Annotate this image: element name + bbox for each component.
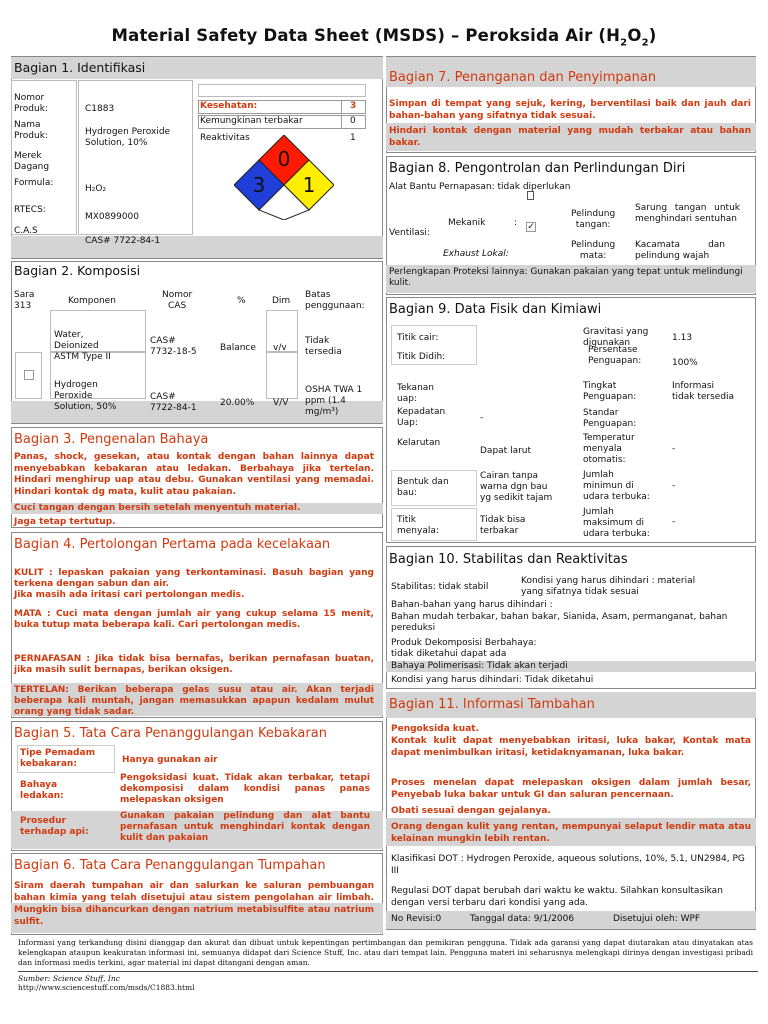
pelindung-mata-label: Pelindung mata: bbox=[571, 240, 616, 261]
section-4-header: Bagian 4. Pertolongan Pertama pada kecelakaan bbox=[14, 537, 331, 552]
produk-value: tidak diketahui dapat ada bbox=[391, 649, 507, 659]
titik-nyala-value: Tidak bisa terbakar bbox=[480, 515, 526, 536]
nomor-value: C1883 bbox=[85, 104, 115, 114]
disclaimer-text: Informasi yang terkandung disini dianggap dan akurat dan dibuat untuk kepentingan pertimbangan dan pemikiran pengguna. Tidak ada garansi yang dapat diutarakan atau dinyatakan atas kelengkapan ataupun keakuratan informasi ini, semuanya didapat dari Science Stuff, Inc. atau dari tempat lain. Pengguna materi ini seharusnya melengkapi dirinya dengan investigasi pribadi dan informasi medis terkini, agar material ini dapat ditangani dengan aman. bbox=[18, 938, 753, 967]
dot-regulasi: Regulasi DOT dapat berubah dari waktu ke waktu. Silahkan konsultasikan dengan versi terbaru dari kondisi yang ada. bbox=[391, 886, 723, 908]
jumlah-max-value: - bbox=[672, 517, 676, 527]
section-2-header: Bagian 2. Komposisi bbox=[14, 263, 141, 278]
mekanik-colon: : bbox=[514, 218, 518, 228]
tanggal-data: Tanggal data: 9/1/2006 bbox=[470, 914, 575, 924]
section-3-text-2: Cuci tangan dengan bersih setelah menyentuh material. bbox=[14, 503, 301, 513]
prosedur-value: Gunakan pakaian pelindung dan alat bantu pernafasan untuk menghindari kontak dengan kulit dan pakaian bbox=[120, 811, 370, 843]
section-8-header: Bagian 8. Pengontrolan dan Perlindungan Diri bbox=[389, 161, 686, 176]
section-5-header: Bagian 5. Tata Cara Penanggulangan Kebakaran bbox=[14, 726, 327, 741]
ventilasi-label: Ventilasi: bbox=[389, 228, 430, 238]
col-nomor-cas: Nomor CAS bbox=[162, 290, 193, 311]
bahan-value: Bahan mudah terbakar, bahan bakar, Sianida, Asam, permanganat, bahan pereduksi bbox=[391, 612, 728, 633]
reaktivitas-label: Reaktivitas bbox=[200, 133, 250, 143]
bentuk-label: Bentuk dan bau: bbox=[397, 477, 449, 498]
info-2: Kontak kulit dapat menyebabkan iritasi, luka bakar, Kontak mata dapat menimbulkan iritasi, ketidaknyamanan, luka bakar. bbox=[391, 736, 751, 758]
nomor-label: Nomor Produk: bbox=[14, 93, 48, 114]
produk-label: Produk Dekomposisi Berbahaya: bbox=[391, 638, 537, 648]
tertelan-text: TERTELAN: Berikan beberapa gelas susu atau air. Akan terjadi beberapa kali muntah, jangan memasukkan apapun kedalam mulut orang yang tidak sadar. bbox=[14, 685, 374, 717]
komp-water: Water, Deionized ASTM Type II bbox=[54, 330, 111, 362]
section-6-text: Siram daerah tumpahan air dan salurkan ke saluran pembuangan bahan kimia yang telah disetujui atau sistem pengolahan air limbah. Mungkin bisa dihancurkan dengan natrium metabisulfite atau natrium sulfit. bbox=[14, 881, 374, 927]
persentase-value: 100% bbox=[672, 358, 698, 368]
section-3-header: Bagian 3. Pengenalan Bahaya bbox=[14, 432, 209, 447]
col-dim: Dim bbox=[272, 296, 291, 306]
kelarutan-label: Kelarutan bbox=[397, 438, 441, 448]
exhaust-label: Exhaust Lokal: bbox=[443, 249, 509, 259]
perlengkapan-lain: Perlengkapan Proteksi lainnya: Gunakan pakaian yang tepat untuk melindungi kulit. bbox=[389, 267, 743, 288]
kepadatan-label: Kepadatan Uap: bbox=[397, 407, 446, 428]
col-sara: Sara 313 bbox=[14, 290, 35, 311]
cas-label: C.A.S bbox=[14, 226, 38, 236]
pelindung-tangan-value: Sarung tangan untuk menghindari sentuhan bbox=[635, 203, 740, 224]
pelindung-mata-value: Kacamata dan pelindung wajah bbox=[635, 240, 725, 261]
alat-bantu-text: Alat Bantu Pernapasan: tidak diperlukan bbox=[389, 182, 571, 192]
mekanik-label: Mekanik bbox=[448, 218, 486, 228]
kondisi-2-text: Kondisi yang harus dihindari: Tidak diketahui bbox=[391, 675, 594, 685]
batas-h2o2: OSHA TWA 1 ppm (1.4 mg/m³) bbox=[305, 385, 363, 417]
nfpa-yellow-value: 1 bbox=[302, 173, 316, 197]
col-pct: % bbox=[237, 296, 246, 306]
section-11-header: Bagian 11. Informasi Tambahan bbox=[389, 697, 595, 712]
pct-h2o2: 20.00% bbox=[220, 398, 255, 408]
cas-h2o2: CAS# 7722-84-1 bbox=[150, 392, 197, 413]
tekanan-label: Tekanan uap: bbox=[397, 383, 434, 404]
kesehatan-label: Kesehatan: bbox=[200, 101, 258, 111]
section-3-text: Panas, shock, gesekan, atau kontak dengan bahan lainnya dapat menyebabkan kebakaran atau ledakan. Berbahaya jika tertelan. Hindari menghirup uap atau debu. Gunakan ventilasi yang memadai. Hindari kontak dg mata, kulit atau pakaian. bbox=[14, 452, 374, 497]
batas-water: Tidak tersedia bbox=[305, 336, 342, 357]
section-6-header: Bagian 6. Tata Cara Penanggulangan Tumpahan bbox=[14, 858, 326, 873]
standar-label: Standar Penguapan: bbox=[583, 408, 637, 429]
reaktivitas-value: 1 bbox=[350, 133, 356, 143]
source-text: Sumber: Science Stuff, Inc bbox=[18, 974, 120, 983]
cas-water: CAS# 7732-18-5 bbox=[150, 336, 197, 357]
sara-checkbox[interactable] bbox=[24, 370, 34, 380]
section-7-header: Bagian 7. Penanganan dan Penyimpanan bbox=[389, 70, 657, 85]
info-3: Proses menelan dapat melepaskan oksigen dalam jumlah besar, Penyebab luka bakar untuk GI dan saluran pencernaan. bbox=[391, 778, 751, 800]
temperatur-label: Temperatur menyala otomatis: bbox=[583, 433, 635, 465]
section-7-text-2: Hindari kontak dengan material yang mudah terbakar atau bahan bakar. bbox=[389, 126, 751, 148]
mata-text: MATA : Cuci mata dengan jumlah air yang cukup selama 15 menit, buka tutup mata beberapa kali. Cari pertolongan medis. bbox=[14, 609, 374, 630]
info-1: Pengoksida kuat. bbox=[391, 724, 479, 734]
merek-label: Merek Dagang bbox=[14, 151, 50, 172]
jumlah-min-value: - bbox=[672, 481, 676, 491]
dim-water: v/v bbox=[273, 343, 287, 353]
info-4: Obati sesuai dengan gejalanya. bbox=[391, 806, 551, 816]
tingkat-label: Tingkat Penguapan: bbox=[583, 381, 637, 402]
kondisi-text: Kondisi yang harus dihindari : material yang sifatnya tidak sesuai bbox=[521, 576, 696, 597]
source-url[interactable]: http://www.sciencestuff.com/msds/C1883.html bbox=[18, 983, 195, 992]
formula-value: H₂O₂ bbox=[85, 184, 107, 194]
titik-didih-label: Titik Didih: bbox=[397, 352, 446, 362]
mekanik-checkbox[interactable]: ✓ bbox=[527, 222, 535, 232]
kesehatan-value: 3 bbox=[350, 101, 357, 111]
nfpa-blue-value: 3 bbox=[252, 173, 266, 197]
rtecs-label: RTECS: bbox=[14, 205, 46, 215]
section-3-text-3: Jaga tetap tertutup. bbox=[14, 517, 116, 527]
titik-nyala-label: Titik menyala: bbox=[397, 515, 439, 536]
no-revisi: No Revisi:0 bbox=[391, 914, 442, 924]
dim-h2o2: V/V bbox=[273, 398, 289, 408]
tipe-pemadam-label: Tipe Pemadam kebakaran: bbox=[20, 748, 95, 769]
nfpa-red-value: 0 bbox=[277, 147, 291, 171]
titik-cair-label: Titik cair: bbox=[397, 333, 439, 343]
gravitasi-value: 1.13 bbox=[672, 333, 693, 343]
section-9-header: Bagian 9. Data Fisik dan Kimiawi bbox=[389, 302, 602, 317]
bentuk-value: Cairan tanpa warna dgn bau yg sedikit tajam bbox=[480, 471, 553, 503]
col-komponen: Komponen bbox=[68, 296, 116, 306]
page-title: Material Safety Data Sheet (MSDS) – Peroksida Air $(H_2O_2)$ bbox=[111, 26, 657, 49]
col-batas: Batas penggunaan: bbox=[305, 290, 365, 311]
formula-label: Formula: bbox=[14, 178, 54, 188]
section-10-header: Bagian 10. Stabilitas dan Reaktivitas bbox=[389, 552, 628, 567]
kelarutan-value: Dapat larut bbox=[480, 446, 532, 456]
komp-h2o2: Hydrogen Peroxide Solution, 50% bbox=[54, 380, 117, 412]
disetujui-oleh: Disetujui oleh: WPF bbox=[613, 914, 701, 924]
nama-label: Nama Produk: bbox=[14, 120, 48, 141]
persentase-label: Persentase Penguapan: bbox=[588, 345, 642, 366]
stabilitas-text: Stabilitas: tidak stabil bbox=[391, 582, 489, 592]
info-5: Orang dengan kulit yang rentan, mempunyai selaput lendir mata atau kelainan mungkin lebih rentan. bbox=[391, 822, 751, 844]
terbakar-label: Kemungkinan terbakar bbox=[200, 116, 303, 126]
terbakar-value: 0 bbox=[350, 116, 356, 126]
pernafasan-text: PERNAFASAN : Jika tidak bisa bernafas, berikan pernafasan buatan, jika masih sulit bernapas, berikan oksigen. bbox=[14, 654, 375, 675]
dot-klasifikasi: Klasifikasi DOT : Hydrogen Peroxide, aqueous solutions, 10%, 5.1, UN2984, PG III bbox=[391, 854, 745, 876]
cas-value: CAS# 7722-84-1 bbox=[85, 236, 161, 246]
nfpa-diamond-icon bbox=[234, 135, 334, 220]
bahaya-ledakan-label: Bahaya ledakan: bbox=[20, 780, 64, 801]
prosedur-label: Prosedur terhadap api: bbox=[20, 816, 89, 837]
kepadatan-value: - bbox=[480, 413, 484, 423]
rtecs-value: MX0899000 bbox=[85, 212, 140, 222]
section-7-text: Simpan di tempat yang sejuk, kering, berventilasi baik dan jauh dari bahan-bahan yang sifatnya tidak sesuai. bbox=[389, 99, 751, 121]
kulit-text-2: Jika masih ada iritasi cari pertolongan medis. bbox=[14, 590, 245, 600]
pelindung-tangan-label: Pelindung tangan: bbox=[571, 209, 616, 230]
temperatur-value: - bbox=[672, 444, 676, 454]
kulit-text: KULIT : lepaskan pakaian yang terkontaminasi. Basuh bagian yang terkena dengan sabun dan air. bbox=[14, 568, 374, 589]
jumlah-min-label: Jumlah minimun di udara terbuka: bbox=[583, 470, 650, 502]
tingkat-value: Informasi tidak tersedia bbox=[672, 381, 735, 402]
pct-water: Balance bbox=[220, 343, 256, 353]
nama-value: Hydrogen Peroxide Solution, 10% bbox=[85, 127, 171, 148]
jumlah-max-label: Jumlah maksimum di udara terbuka: bbox=[583, 507, 650, 539]
polimerisasi-text: Bahaya Polimerisasi: Tidak akan terjadi bbox=[391, 661, 568, 671]
tipe-pemadam-value: Hanya gunakan air bbox=[122, 755, 218, 765]
gravitasi-label: Gravitasi yang digunakan bbox=[583, 327, 649, 348]
bahaya-ledakan-value: Pengoksidasi kuat. Tidak akan terbakar, tetapi dekomposisi dalam kondisi panas panas melepaskan oksigen bbox=[120, 773, 370, 805]
section-1-header: Bagian 1. Identifikasi bbox=[14, 60, 146, 75]
bahan-label: Bahan-bahan yang harus dihindari : bbox=[391, 600, 553, 610]
